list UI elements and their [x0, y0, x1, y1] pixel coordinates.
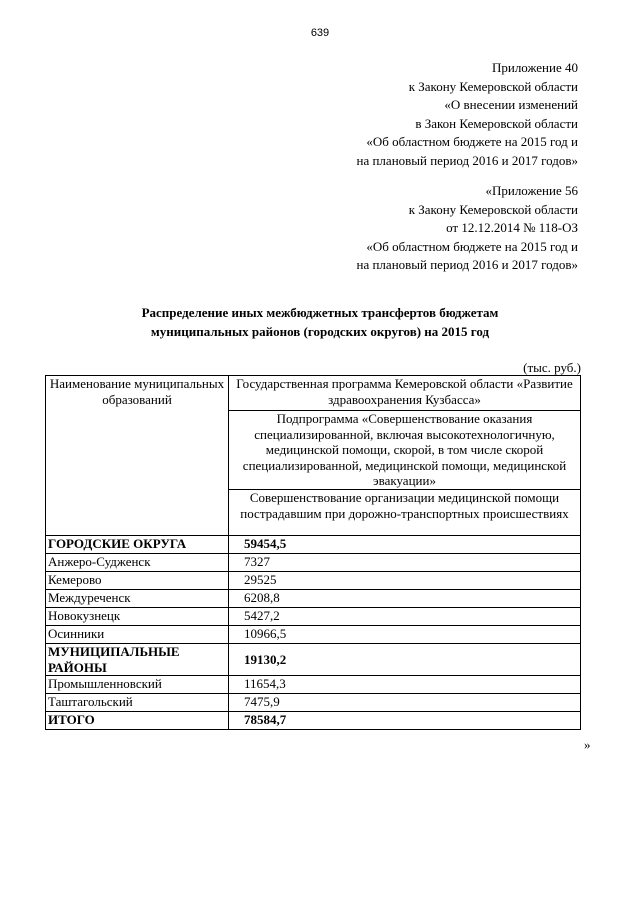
units-label: (тыс. руб.) — [523, 360, 581, 375]
page-number: 639 — [310, 27, 330, 39]
table-row — [46, 536, 581, 554]
appendix-40-header — [357, 59, 579, 170]
appendix-40-line: «О внесении изменений — [444, 97, 578, 112]
table-row — [46, 608, 581, 626]
header-subprogram: Подпрограмма «Совершенствование оказания специализированной, включая высокотехнологичную, медицинской помощи, скорой, в том числе скорой специализированной, медицинской помощи, медицинской эвакуации» — [229, 411, 581, 490]
row-value: 10966,5 — [229, 626, 581, 644]
transfers-table — [45, 375, 581, 730]
document-title — [0, 303, 640, 341]
table-row — [46, 554, 581, 572]
row-value: 59454,5 — [229, 536, 581, 554]
appendix-56-line: «Об областном бюджете на 2015 год и — [366, 238, 578, 254]
table-row — [46, 644, 581, 676]
header-program: Государственная программа Кемеровской области «Развитие здравоохранения Кузбасса» — [229, 376, 581, 411]
row-value: 19130,2 — [229, 644, 581, 676]
appendix-56-header — [357, 182, 579, 275]
row-name: ИТОГО — [46, 712, 229, 730]
title-line-2: муниципальных районов (городских округов) на 2015 год — [150, 324, 490, 339]
table-row — [46, 694, 581, 712]
col-header-municipality: Наименование муниципальных образований — [46, 376, 229, 536]
row-name: Новокузнецк — [46, 608, 229, 626]
row-name: МУНИЦИПАЛЬНЫЕ РАЙОНЫ — [46, 644, 229, 676]
closing-quote: » — [584, 737, 591, 752]
appendix-40-line: Приложение 40 — [491, 60, 578, 75]
header-measure: Совершенствование организации медицинской помощи пострадавшим при дорожно-транспортных происшествиях — [229, 490, 581, 536]
row-name: Таштагольский — [46, 694, 229, 712]
appendix-56-line: на плановый период 2016 и 2017 годов» — [356, 257, 578, 272]
table-row — [46, 572, 581, 590]
row-value: 7475,9 — [229, 694, 581, 712]
appendix-40-line: к Закону Кемеровской области — [408, 78, 578, 94]
row-name: Анжеро-Судженск — [46, 554, 229, 572]
title-line-1: Распределение иных межбюджетных трансфертов бюджетам — [141, 305, 499, 320]
row-name: Кемерово — [46, 572, 229, 590]
row-value: 11654,3 — [229, 676, 581, 694]
row-name: ГОРОДСКИЕ ОКРУГА — [46, 536, 229, 554]
row-name: Осинники — [46, 626, 229, 644]
appendix-56-line: «Приложение 56 — [485, 183, 578, 198]
appendix-40-line: «Об областном бюджете на 2015 год и — [366, 134, 578, 149]
table-row — [46, 626, 581, 644]
row-value: 29525 — [229, 572, 581, 590]
table-row — [46, 676, 581, 694]
appendix-40-line: в Закон Кемеровской области — [415, 115, 578, 131]
row-value: 5427,2 — [229, 608, 581, 626]
row-value: 78584,7 — [229, 712, 581, 730]
header-row — [46, 376, 581, 411]
row-value: 6208,8 — [229, 590, 581, 608]
row-name: Промышленновский — [46, 676, 229, 694]
appendix-40-line: на плановый период 2016 и 2017 годов» — [356, 152, 578, 168]
appendix-56-line: к Закону Кемеровской области — [408, 201, 578, 217]
table-row — [46, 712, 581, 730]
row-name: Междуреченск — [46, 590, 229, 608]
row-value: 7327 — [229, 554, 581, 572]
appendix-56-line: от 12.12.2014 № 118-ОЗ — [446, 220, 578, 235]
table-row — [46, 590, 581, 608]
